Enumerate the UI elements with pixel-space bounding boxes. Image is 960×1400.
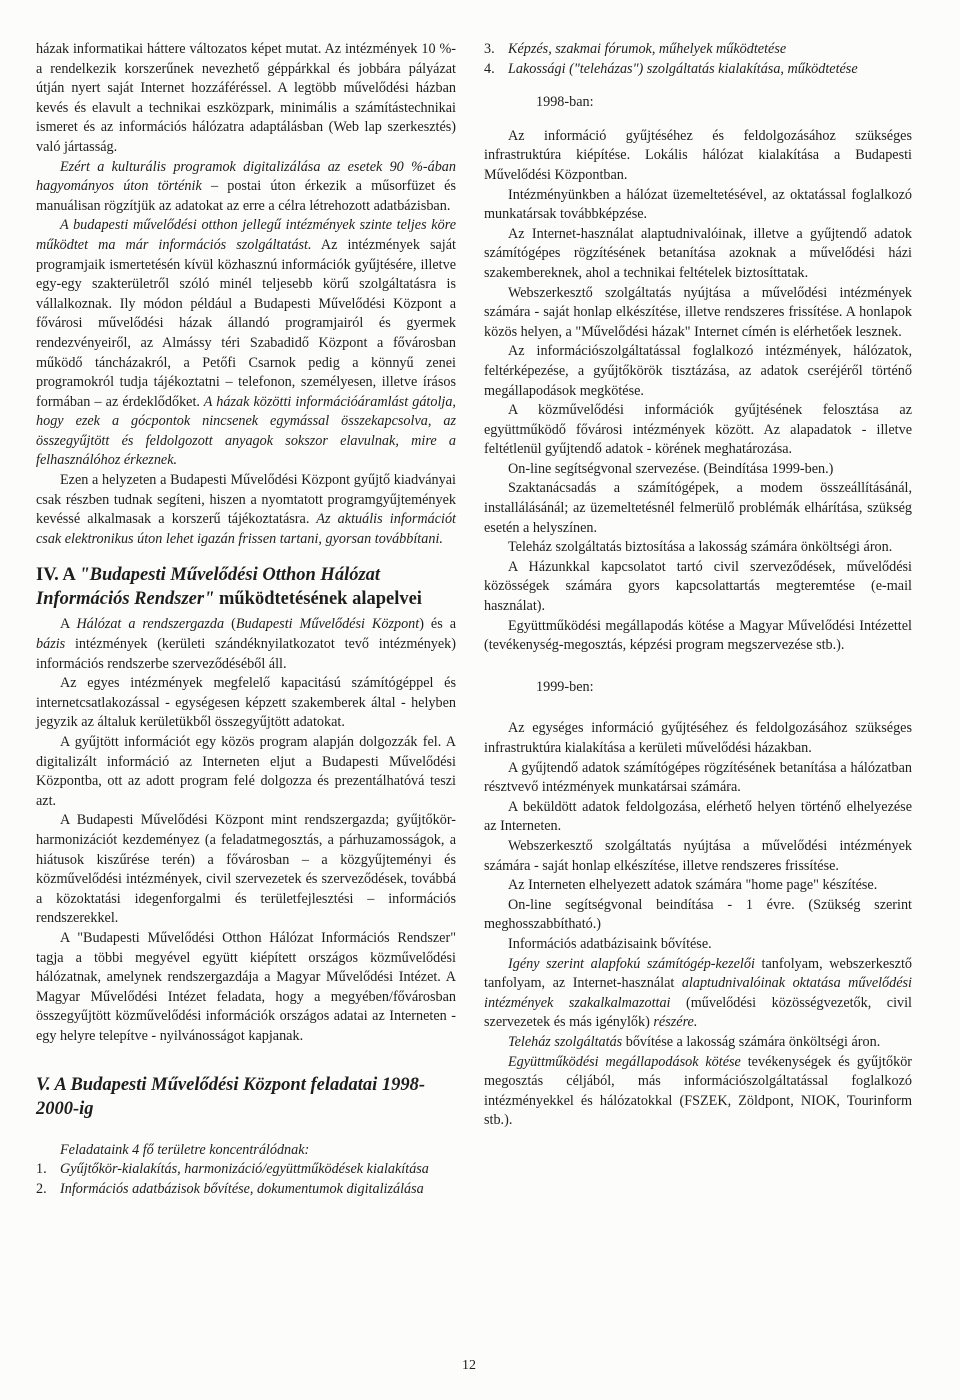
paragraph: A Házunkkal kapcsolatot tartó civil szerveződések, művelődési közösségek számára gyors kapcsolattartás megteremtése (e-mail használat). — [484, 558, 912, 615]
paragraph: Az egyes intézmények megfelelő kapacitású számítógéppel és internetcsatlakozással - egységesen képzett szakemberek által - helyben jegyzik az általuk kerületükből összegyűjtött adatokat. — [36, 675, 456, 731]
paragraph: Szaktanácsadás a számítógépek, a modem összeállításánál, installálásánál; az üzemeltetésnél felmerülő problémák elhárítása, szükség esetén a helyszínen. — [484, 480, 912, 536]
emphasis: Budapesti Művelődési Központ — [235, 616, 420, 633]
page-number: 12 — [462, 1358, 476, 1373]
paragraph: On-line segítségvonal szervezése. (Beindítása 1999-ben.) — [508, 460, 834, 477]
year-heading-1999: 1999-ben: — [536, 678, 594, 695]
text: tevékenységek és gyűjtőkör megosztás céljából, más információszolgáltatással foglalkozó intézményekkel és hálózatokkal (FSZEK, Zöldpont, NIOK, Tourinform stb.). — [484, 1053, 913, 1129]
emphasis: Ezért a kulturális programok digitalizálása az esetek 90 %-ában hagyományos úton történik — [36, 158, 456, 195]
text: Az intézmények saját programjaik ismertetésén kívül közhasznú információk gyűjtésére, illetve egy-egy szakterületről szóló minél teljesebb körű szolgáltatásra is vállalkoznak. Ily módon például a Budapesti Művelődési Központ a fővárosi művelődési házak állandó programjairól és gyermek rendezvényeiről, az Almássy téri Szabadidő Központ a fővárosban működő táncházakról, a Petőfi Csarnok pedig a könnyű zenei programokról tudja tájékoztatni – telefonon, személyesen, illetve írásos formában – az érdeklődőket. — [36, 236, 456, 410]
emphasis: Hálózat a rendszergazda — [76, 616, 225, 633]
text: ) és a — [419, 616, 457, 633]
text: ( — [224, 616, 236, 633]
paragraph: A gyűjtött információt egy közös program alapján dolgozzák fel. A digitalizált információ az Interneten eljut a Budapesti Művelődési Központba, ott az adott program felé dolgozza és prezentálhatóvá teszi azt. — [36, 734, 456, 809]
task-text: Gyűjtőkör-kialakítás, harmonizáció/együttműködések kialakítása — [60, 1161, 429, 1178]
text: – postai úton érkezik a műsorfüzet és manuálisan rögzítjük az adatokat az erre a célra létrehozott adatbázisban. — [36, 178, 457, 214]
text: (művelődési közösségvezetők, civil szervezetek és más igénylők) — [484, 994, 912, 1031]
text: tanfolyam, webszerkesztő tanfolyam, az Internet-használat — [484, 955, 912, 992]
paragraph: A Budapesti Művelődési Központ mint rendszergazda; gyűjtőkör-harmonizációt kezdeményez (a feladatmegosztás, a párhuzamosságok, a hiátusok kiszűrése terén) a fővárosban – a közgyűjteményi és közművelődési intézmények, civil szervezetek és szerveződések, továbbá a közoktatási idegenforgalmi és területfejlesztési – információs rendszerekkel. — [36, 812, 456, 927]
emphasis: A budapesti művelődési otthon jellegű intézmények szinte teljes köre működtet ma már információs szolgáltatást. — [36, 217, 456, 253]
paragraph: A beküldött adatok feldolgozása, elérhető helyen történő elhelyezése az Interneten. — [484, 798, 912, 835]
text: intézmények (kerületi szándéknyilatkozatot tevő intézmények) információs rendszerbe szerveződéséből áll. — [36, 636, 456, 672]
emphasis: Együttműködési megállapodások kötése — [508, 1053, 741, 1070]
paragraph — [484, 1033, 912, 1053]
emphasis: bázis — [36, 636, 66, 653]
emphasis: A házak közötti információáramlást gátolja, hogy ezek a gócpontok nincsenek egymással összekapcsolva, az összegyűjtött és feldolgozott anyagok sokszor elavulnak, mire a felhasználóhoz érkeznek. — [36, 393, 456, 469]
right-column — [484, 40, 912, 1131]
text: működtetésének alapelvei — [214, 589, 422, 610]
paragraph: A közművelődési információk gyűjtésének felosztása az együttműködő fővárosi intézmények között. Az alapadatok - illetve feltétlenül gyűjtendő adatok - körének meghatározása. — [484, 402, 912, 458]
paragraph: Együttműködési megállapodás kötése a Magyar Művelődési Intézettel (tevékenység-megosztás, képzési program megszervezése stb.). — [484, 617, 912, 654]
task-item — [484, 60, 912, 80]
emphasis: részére. — [653, 1014, 698, 1031]
emphasis: Az aktuális információt csak elektronikus úton lehet igazán frissen tartani, gyorsan továbbítani. — [36, 511, 456, 547]
text: Ezen a helyzeten a Budapesti Művelődési Központ gyűjtő kiadványai csak részben tudnak segíteni, hiszen a nyomtatott programgyűjtemények kevéssé alkalmasak a korszerű tájékoztatásra. — [36, 472, 456, 528]
section-heading-iv — [36, 563, 456, 611]
task-item — [36, 1160, 456, 1180]
paragraph — [36, 615, 456, 674]
paragraph: Az információszolgáltatással foglalkozó intézmények, hálózatok, feltérképezése, a gyűjtőkörök tisztázása, az adatok cseréjéről történő megállapodások megkötése. — [484, 343, 912, 399]
paragraph: Az egységes információ gyűjtéséhez és feldolgozásához szükséges infrastruktúra kialakítása a kerületi művelődési házakban. — [484, 720, 912, 756]
paragraph: Webszerkesztő szolgáltatás nyújtása a művelődési intézmények számára - saját honlap elkészítése, illetve rendszeres frissítése. — [484, 837, 912, 874]
paragraph: On-line segítségvonal beindítása - 1 évre. (Szükség szerint meghosszabbítható.) — [484, 896, 912, 933]
paragraph: Információs adatbázisaink bővítése. — [508, 935, 712, 952]
section-number: IV. — [36, 565, 59, 586]
paragraph: házak informatikai háttere változatos képet mutat. Az intézmények 10 %-a rendelkezik korszerűnek nevezhető géppárkkal és jobbára pályázat útján nyert saját Internet hozzáféréssel. A legtöbb művelődési házban kevés és elavult a technikai eszközpark, minimális a számítástechnikai ismeret és az információs hálózatra adaptálásban (Web lap szerkesztés) való jártasság. — [36, 41, 456, 155]
emphasis: alaptudnivalóinak oktatása művelődési intézmények szakalkalmazottai — [484, 975, 912, 1011]
paragraph — [36, 471, 456, 549]
task-number: 2. — [36, 1180, 47, 1197]
text: A — [60, 616, 77, 633]
paragraph — [484, 955, 912, 1033]
task-text: Lakossági ("teleházas") szolgáltatás kialakítása, működtetése — [508, 60, 858, 77]
tasks-intro: Feladataink 4 fő területre koncentrálódnak: — [60, 1141, 310, 1158]
task-text: Képzés, szakmai fórumok, műhelyek működtetése — [508, 41, 787, 57]
paragraph: Webszerkesztő szolgáltatás nyújtása a művelődési intézmények számára - saját honlap elkészítése, illetve rendszeres frissítése. A honlapok közös helyen, a "Művelődési házak" Internet címén is elérhetőek lesznek. — [484, 284, 912, 340]
task-number: 4. — [484, 60, 495, 77]
task-item — [36, 1180, 456, 1200]
task-number: 3. — [484, 41, 495, 57]
text: bővítése a lakosság számára önköltségi áron. — [622, 1033, 881, 1050]
paragraph — [484, 1053, 912, 1131]
emphasis: Teleház szolgáltatás — [508, 1033, 623, 1050]
emphasis: Igény szerint alapfokú számítógép-kezelői — [508, 955, 755, 972]
task-text: Információs adatbázisok bővítése, dokumentumok digitalizálása — [60, 1180, 424, 1197]
paragraph: Az információ gyűjtéséhez és feldolgozásához szükséges infrastruktúra kiépítése. Lokális hálózat kialakítása a Budapesti Művelődési Központban. — [484, 127, 912, 183]
paragraph: A "Budapesti Művelődési Otthon Hálózat Információs Rendszer" tagja a többi megyével együtt kiépített országos közművelődési hálózatnak, amelynek rendszergazdája a Magyar Művelődési Intézet. A Magyar Művelődési Intézet feladata, hogy a megyében/fővárosban összegyűjtött közművelődési információk országos adatai az Interneten - egy helyre telepítve - nyilvánosságot kapjanak. — [36, 929, 456, 1044]
paragraph: Teleház szolgáltatás biztosítása a lakosság számára önköltségi áron. — [508, 539, 893, 556]
paragraph — [36, 216, 456, 471]
paragraph — [36, 158, 456, 217]
paragraph: A gyűjtendő adatok számítógépes rögzítésének betanítása a hálózatban résztvevő intézmények munkatársai számára. — [484, 759, 912, 796]
task-number: 1. — [36, 1161, 47, 1178]
task-item — [484, 40, 912, 60]
heading-italic: "Budapesti Művelődési Otthon Hálózat Információs Rendszer" — [36, 565, 381, 610]
text: A — [58, 565, 80, 586]
paragraph: Az Internet-használat alaptudnivalóinak, illetve a gyűjtendő adatok számítógépes rögzítésének betanítása azoknak a művelődési házi szakembereknek, ahol a technikai feltételek biztosíttatak. — [484, 225, 912, 281]
left-column — [36, 40, 456, 1199]
section-heading-v: V. A Budapesti Művelődési Központ feladatai 1998-2000-ig — [36, 1074, 426, 1119]
paragraph: Az Interneten elhelyezett adatok számára "home page" készítése. — [508, 877, 878, 894]
paragraph: Intézményünkben a hálózat üzemeltetésével, az oktatással foglalkozó munkatársak továbbképzése. — [484, 186, 912, 223]
year-heading-1998: 1998-ban: — [536, 94, 594, 111]
